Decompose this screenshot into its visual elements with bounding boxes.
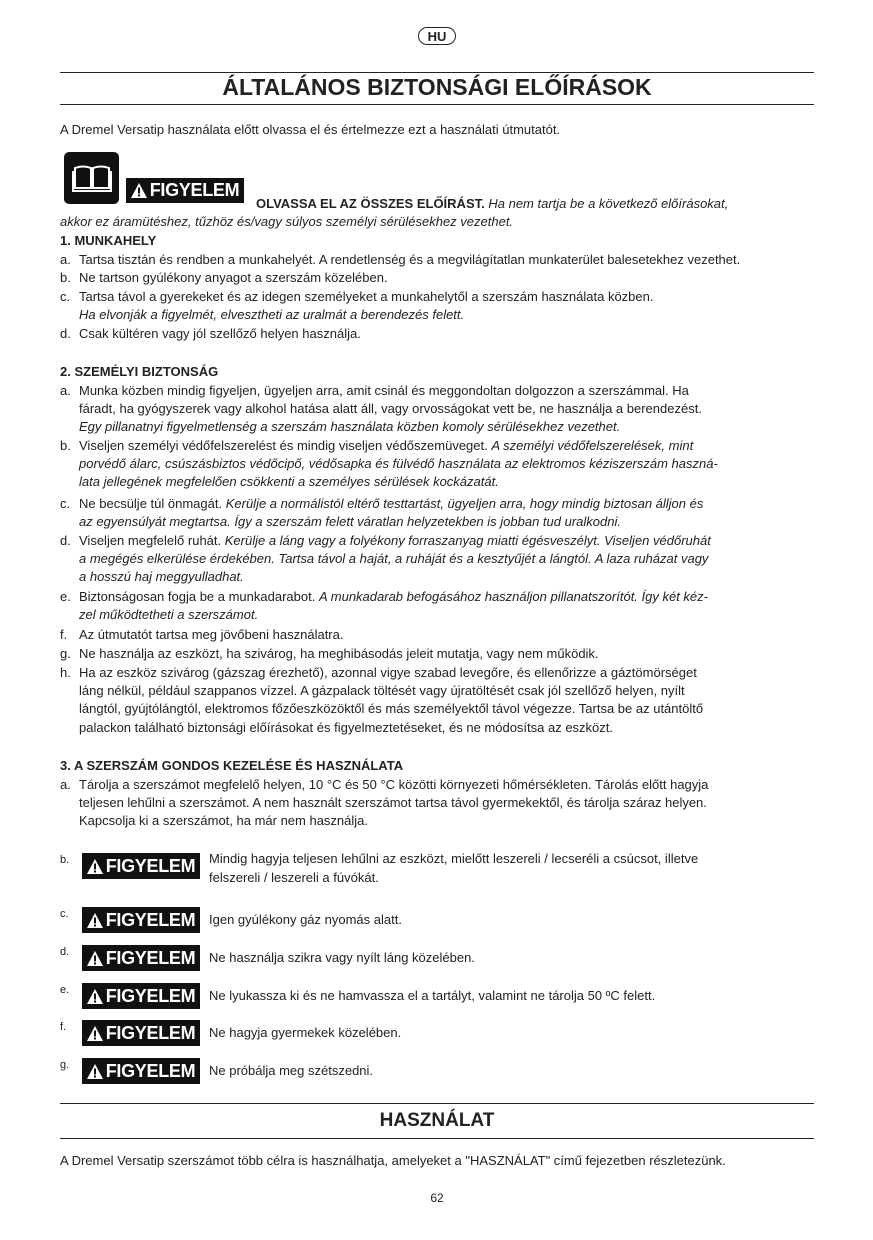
warning-badge xyxy=(82,1058,200,1084)
warning-label: FIGYELEM xyxy=(105,985,196,1006)
warning-row-letter: g. xyxy=(60,1059,70,1071)
section-1-item-d: d. Csak kültéren vagy jól szellőző helyen használja. xyxy=(60,326,361,341)
warning-row-letter: f. xyxy=(60,1021,67,1033)
warning-row-text: Ne hagyja gyermekek közelében. xyxy=(209,1025,402,1040)
warning-row-text: Mindig hagyja teljesen lehűlni az eszközt, mielőtt leszereli / lecseréli a csúcsot, illetve felszereli / leszereli a fúvókát. xyxy=(209,851,699,885)
section-1-title: 1. MUNKAHELY xyxy=(60,233,157,248)
title-bottom-rule xyxy=(60,104,814,105)
read-all-italic1: Ha nem tartja be a következő előírásokat, xyxy=(488,196,729,211)
section-1-item-c: c. Tartsa távol a gyerekeket és az idegen személyeket a munkahelytől a szerszám használata közben. Ha elvonják a figyelmét, elvesztheti az uralmát a berendezés felett. xyxy=(60,289,654,323)
intro-text: A Dremel Versatip használata előtt olvassa el és értelmezze ezt a használati útmutatót. xyxy=(60,122,561,137)
warning-badge xyxy=(126,178,244,203)
warning-badge xyxy=(82,1020,200,1046)
warning-triangle-icon xyxy=(87,951,103,966)
warning-triangle-icon xyxy=(87,913,103,928)
warning-triangle-icon xyxy=(87,1064,103,1079)
section-2-item-g: g. Ne használja az eszközt, ha szivárog, ha meghibásodás jeleit mutatja, vagy nem működik. xyxy=(60,646,599,661)
page-number: 62 xyxy=(430,1191,444,1205)
title-top-rule xyxy=(60,72,814,73)
usage-top-rule xyxy=(60,1103,814,1104)
section-2-item-h: h. Ha az eszköz szivárog (gázszag érezhető), azonnal vigye szabad levegőre, és ellenőrizze a gáztömörséget láng nélkül, például szappanos vízzel. A gázpalack töltését vagy újratöltését csak jól szellőző helyen, nyílt lángtól, gyújtólángtól, elektromos főzőeszközöktől és más személyektől távol végezze. Tartsa be az utántöltő palackon található biztonsági előírásokat és figyelmeztetéseket, és ne módosítsa az eszközt. xyxy=(60,665,704,735)
warning-row-letter: e. xyxy=(60,984,70,996)
section-2-item-b: b. Viseljen személyi védőfelszerelést és mindig viseljen védőszemüveget. A személyi védőfelszerelések, mint porvédő álarc, csúszásbiztos védőcipő, védősapka és fülvédő használata az elektromos kéziszerszám haszná- lata jellegének megfelelően csökkenti a személyes sérülések kockázatát. xyxy=(60,438,718,490)
warning-row-text: Ne próbálja meg szétszedni. xyxy=(209,1063,374,1078)
warning-triangle-icon xyxy=(87,989,103,1004)
book-icon xyxy=(64,152,119,204)
section-2-item-e: e. Biztonságosan fogja be a munkadarabot. A munkadarab befogásához használjon pillanatszorítót. Így két kéz- zel működtetheti a szerszámot. xyxy=(60,589,708,623)
read-all-bold: OLVASSA EL AZ ÖSSZES ELŐÍRÁST. xyxy=(256,196,485,211)
read-all-line2 xyxy=(60,213,513,231)
warning-row-letter: b. xyxy=(60,854,70,866)
usage-text: A Dremel Versatip szerszámot több célra is használhatja, amelyeket a "HASZNÁLAT" című fejezetben részletezünk. xyxy=(60,1153,726,1168)
warning-row-letter: d. xyxy=(60,946,70,958)
warning-badge xyxy=(82,945,200,971)
warning-label: FIGYELEM xyxy=(149,180,240,200)
section-2-title: 2. SZEMÉLYI BIZTONSÁG xyxy=(60,364,219,379)
warning-label: FIGYELEM xyxy=(105,947,196,968)
section-2-item-f: f. Az útmutatót tartsa meg jövőbeni használatra. xyxy=(60,627,344,642)
section-3-title: 3. A SZERSZÁM GONDOS KEZELÉSE ÉS HASZNÁLATA xyxy=(60,758,404,773)
warning-row-letter: c. xyxy=(60,908,69,920)
warning-row-text: Ne lyukassza ki és ne hamvassza el a tartályt, valamint ne tárolja 50 ºC felett. xyxy=(209,988,656,1003)
usage-title: HASZNÁLAT xyxy=(379,1110,495,1131)
warning-badge xyxy=(82,907,200,933)
section-1-item-b: b. Ne tartson gyúlékony anyagot a szerszám közelében. xyxy=(60,270,388,285)
warning-row-text: Igen gyúlékony gáz nyomás alatt. xyxy=(209,912,402,927)
page-title: ÁLTALÁNOS BIZTONSÁGI ELŐÍRÁSOK xyxy=(222,74,652,100)
section-1-item-a: a. Tartsa tisztán és rendben a munkahelyét. A rendetlenség és a megvilágítatlan munkaterület balesetekhez vezethet. xyxy=(60,252,741,267)
warning-label: FIGYELEM xyxy=(105,909,196,930)
section-2-item-c: c. Ne becsülje túl önmagát. Kerülje a normálistól eltérő testtartást, ügyeljen arra, hogy mindig biztosan álljon és az egyensúlyát megtartsa. Így a szerszám felett váratlan helyzetekben is jobban tud uralkodni. xyxy=(60,496,704,530)
section-2-item-d: d. Viseljen megfelelő ruhát. Kerülje a láng vagy a folyékony forraszanyag miatti égésveszélyt. Viseljen védőruhát a megégés elkerülése érdekében. Tartsa távol a haját, a ruháját és a kesztyűjét a lángtól. A laza ruházat vagy a hosszú haj meggyulladhat. xyxy=(60,533,711,585)
warning-triangle-icon xyxy=(87,1026,103,1041)
section-2-item-a: a. Munka közben mindig figyeljen, ügyeljen arra, amit csinál és meggondoltan dolgozzon a szerszámmal. Ha fáradt, ha gyógyszerek vagy alkohol hatása alatt áll, vagy orvosságokat vett be, ne használja a berendezést. Egy pillanatnyi figyelmetlenség a szerszám használata közben komoly sérülésekhez vezethet. xyxy=(60,383,702,435)
language-badge: HU xyxy=(418,27,456,45)
warning-label: FIGYELEM xyxy=(105,1060,196,1081)
warning-triangle-icon xyxy=(87,859,103,874)
section-3-item-a: a. Tárolja a szerszámot megfelelő helyen, 10 °C és 50 °C közötti környezeti hőmérsékleten. Tárolás előtt hagyja teljesen lehűlni a szerszámot. A nem használt szerszámot tartsa távol gyermekektől, és tárolja száraz helyen. Kapcsolja ki a szerszámot, ha már nem használja. xyxy=(60,777,709,829)
warning-badge xyxy=(82,853,200,879)
usage-bottom-rule xyxy=(60,1138,814,1139)
warning-badge xyxy=(82,983,200,1009)
warning-label: FIGYELEM xyxy=(105,1022,196,1043)
warning-triangle-icon xyxy=(131,183,147,198)
warning-label: FIGYELEM xyxy=(105,855,196,876)
read-all-italic2: akkor ez áramütéshez, tűzhöz és/vagy súlyos személyi sérülésekhez vezethet. xyxy=(60,214,514,229)
read-all-line1 xyxy=(256,195,728,213)
warning-row-text: Ne használja szikra vagy nyílt láng közelében. xyxy=(209,950,475,965)
